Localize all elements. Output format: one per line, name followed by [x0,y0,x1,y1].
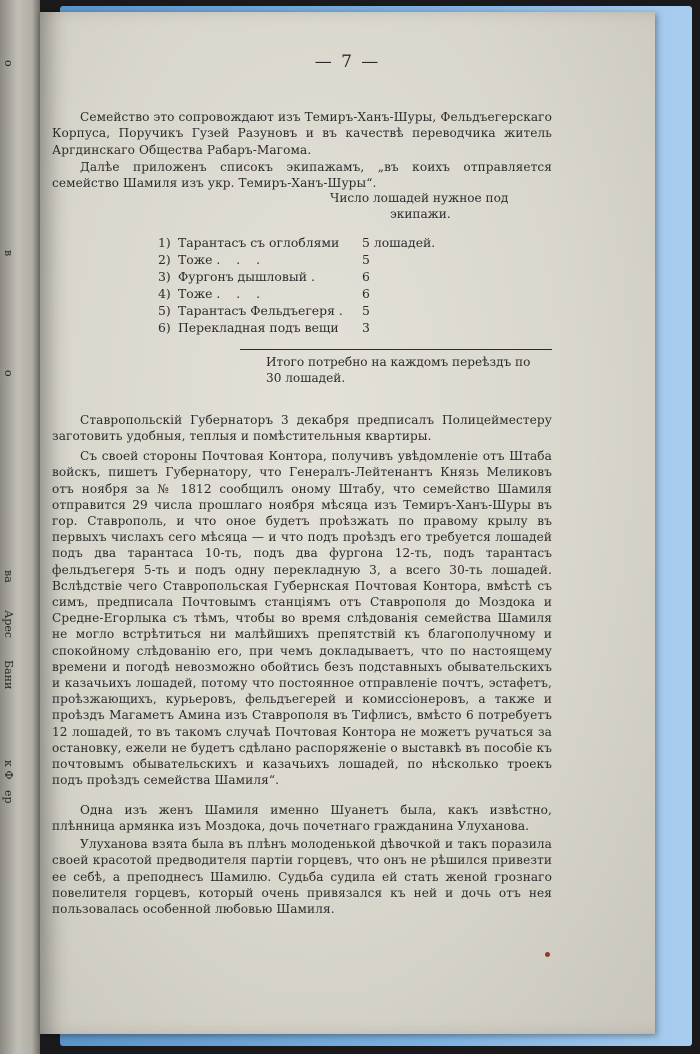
carriage-row [158,302,462,319]
carriage-name-cell [178,302,362,319]
table-total-rule [240,349,552,350]
left-page-fragment: ва [2,570,15,583]
left-page-fragment: в [2,250,15,257]
table-caption-line1: Число лошадей нужное под [330,191,509,205]
carriage-name: Тарантасъ Фельдъегеря [178,303,335,318]
carriage-name: Перекладная подъ вещи [178,320,339,335]
table-caption [330,190,560,222]
carriage-name: Фургонъ дышловый [178,269,307,284]
carriage-row [158,268,462,285]
carriage-num: 6) [158,320,171,335]
carriage-name-cell [178,285,362,302]
left-page-fragment: Бани [2,660,15,690]
table-caption-line2: экипажи. [390,207,451,221]
carriage-horses: 3 [362,320,370,335]
left-page-fragment: Арес [2,610,15,639]
carriage-name: Тоже [178,252,213,267]
left-page-fragment: ер [2,790,15,804]
carriage-num: 4) [158,286,171,301]
paragraph-carriage-list-intro: Далѣе приложенъ списокъ экипажамъ, „въ коихъ отправляется семейство Шамиля изъ укр. Темиръ-Ханъ-Шуры“. [52,160,552,191]
carriage-dots: . [310,269,321,284]
carriage-row [158,319,462,336]
carriage-num: 3) [158,269,171,284]
carriage-row [158,285,462,302]
table-total-line1: Итого потребно на каждомъ переѣздъ по [266,355,531,369]
left-page-fragment: о [2,60,15,67]
carriage-name: Тоже [178,286,213,301]
carriage-dots: . . . [216,286,267,301]
carriage-horses: 6 [362,269,370,284]
table-total [266,354,556,386]
carriage-dots: . [338,303,349,318]
carriage-horses: 5 [362,303,370,318]
carriage-horses: 5 лошадей. [362,235,436,250]
table-total-line2: 30 лошадей. [266,371,346,385]
carriage-num: 2) [158,252,171,267]
carriage-num: 1) [158,235,171,250]
left-page-edge [0,0,40,1054]
carriage-row [158,234,462,251]
carriage-list [158,234,462,336]
paragraph-post-office: Съ своей стороны Почтовая Контора, получивъ увѣдомленіе отъ Штаба войскъ, пишетъ Губернатору, что Генералъ-Лейтенантъ Князь Меликовъ отъ ноября за № 1812 сообщилъ оному Штабу, что семейство Шамиля отправится 29 числа прошлаго ноября мѣсяца изъ Темиръ-Ханъ-Шуры въ гор. Ставрополь, и что оное будетъ проѣзжать по правому крылу въ первыхъ числахъ сего мѣсяца — и что подъ проѣздъ его требуется лошадей подъ два тарантаса 10-ть, подъ два фургона 12-ть, подъ тарантасъ фельдъегеря 5-ть и подъ одну перекладную 3, а всего 30-ть лошадей. Вслѣдствіе чего Ставропольская Губернская Почтовая Контора, вмѣстѣ съ симъ, предписала Почтовымъ станціямъ отъ Ставрополя до Моздока и Средне-Егорлыка съ тѣмъ, чтобы во время слѣдованія семейства Шамиля не могло встрѣтиться ни малѣйшихъ препятствій къ благополучному и спокойному слѣдованію его, при чемъ докладываетъ, что по настоящему времени и погодѣ невозможно обойтись безъ подставныхъ обывательскихъ и казачьихъ лошадей, потому что постоянное отправленіе почтъ, эстафетъ, проѣзжающихъ, курьеровъ, фельдъегерей и комиссіонеровъ, а также и проѣздъ Магаметъ Амина изъ Ставрополя въ Тифлисъ, вмѣсто 6 потребуетъ 12 лошадей, то въ такомъ случаѣ Почтовая Контора не можетъ ручаться за остановку, ежели не будетъ сдѣлано распоряженіе о выставкѣ въ пособіе къ почтовымъ обывательскихъ и казачьихъ лошадей, по нѣсколько троекъ подъ проѣздъ семейства Шамиля“. [52,449,552,788]
page-number: — 7 — [314,52,381,72]
carriage-name-cell [178,251,362,268]
paragraph-ulukhanova: Улуханова взята была въ плѣнъ молоденькой дѣвочкой и такъ поразила своей красотой предводителя партіи горцевъ, что онъ не рѣшился привезти ее себѣ, а преподнесъ Шамилю. Судьба судила ей стать женой грознаго повелителя горцевъ, который очень привязался къ ней и дочь отъ нея пользовалась особенной любовью Шамиля. [52,837,552,916]
carriage-dots: . . . [216,252,267,267]
paragraph-escort: Семейство это сопровождают изъ Темиръ-Ханъ-Шуры, Фельдъегерскаго Корпуса, Поручикъ Гузей Разуновъ и въ качествѣ переводчика житель Аргдинскаго Общества Рабаръ-Магома. [52,110,552,157]
carriage-horses: 6 [362,286,370,301]
carriage-name: Тарантасъ съ оглоблями [178,235,340,250]
carriage-num: 5) [158,303,171,318]
left-page-fragment: о [2,370,15,377]
paragraph-governor: Ставропольскій Губернаторъ 3 декабря предписалъ Полицейместеру заготовить удобныя, теплыя и помѣстительныя квартиры. [52,413,552,444]
carriage-name-cell [178,268,362,285]
carriage-horses: 5 [362,252,370,267]
document-page [40,12,655,1034]
left-page-fragment: к Ф [2,760,15,780]
carriage-row [158,251,462,268]
ink-spot [545,952,550,957]
paragraph-shuanet: Одна изъ женъ Шамиля именно Шуанетъ была, какъ извѣстно, плѣнница армянка изъ Моздока, дочь почетнаго гражданина Улуханова. [52,803,552,834]
